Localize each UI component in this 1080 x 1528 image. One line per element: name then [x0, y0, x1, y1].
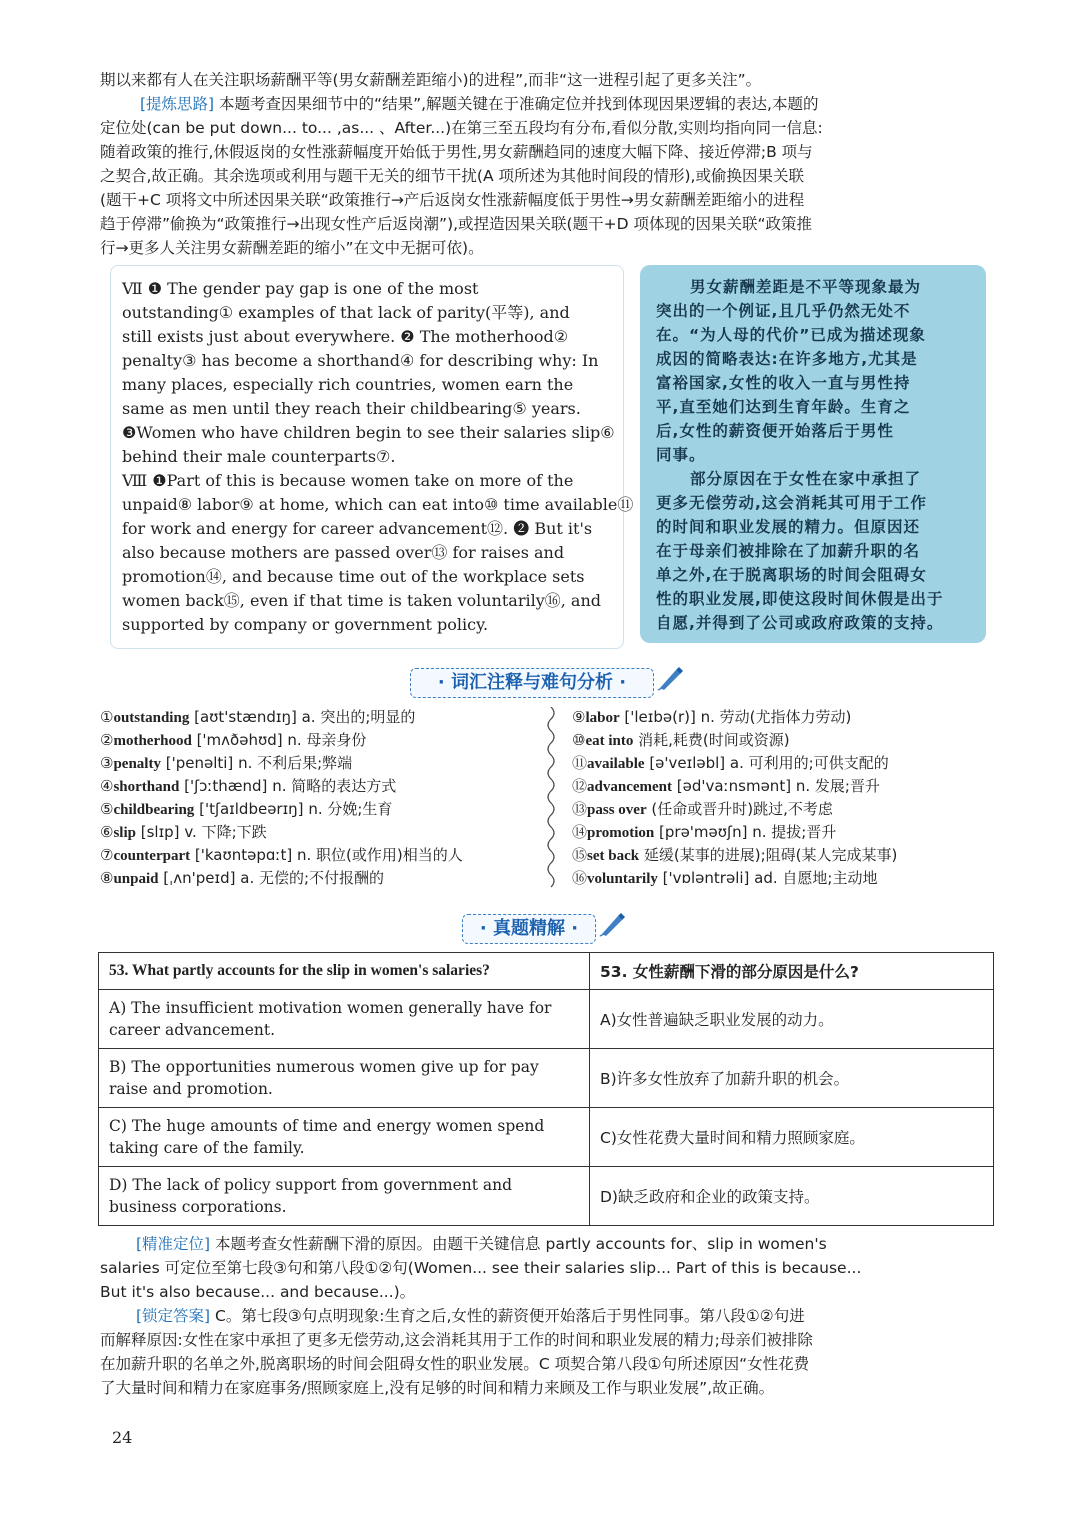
- table-header-row: [99, 953, 994, 990]
- vocab-item: ⑦counterpart ['kaʊntəpɑːt] n. 职位(或作用)相当的人: [100, 846, 463, 864]
- locate-paragraph-head: [136, 1234, 827, 1254]
- pen-icon: [656, 664, 684, 692]
- table-row: [99, 1167, 994, 1226]
- pen-icon: [598, 910, 626, 938]
- top-line-5: 之契合,故正确。其余选项或利用与题干无关的细节干扰(A 项所述为其他时间段的情形),或偷换因果关联: [100, 167, 804, 185]
- answer-paragraph-head: [136, 1306, 805, 1326]
- translation-line: 部分原因在于女性在家中承担了: [690, 470, 922, 488]
- passage-line: promotion⑭, and because time out of the workplace sets: [122, 567, 585, 586]
- question-zh: 53. 女性薪酬下滑的部分原因是什么?: [590, 953, 994, 990]
- translation-line: 的时间和职业发展的精力。但原因还: [656, 518, 921, 536]
- answer-line-4: 了大量时间和精力在家庭事务/照顾家庭上,没有足够的时间和精力来顾及工作与职业发展”,故正确。: [100, 1379, 775, 1397]
- page-number: 24: [112, 1428, 133, 1447]
- analysis-tag: [提炼思路]: [140, 95, 215, 113]
- passage-line: many places, especially rich countries, women earn the: [122, 375, 574, 394]
- translation-line: 成因的简略表达:在许多地方,尤其是: [656, 350, 918, 368]
- translation-line: 在于母亲们被排除在了加薪升职的名: [656, 542, 921, 560]
- answer-line-3: 在加薪升职的名单之外,脱离职场的时间会阻碍女性的职业发展。C 项契合第八段①句所述原因“女性花费: [100, 1355, 810, 1373]
- vocab-item: ⑭promotion [prə'məʊʃn] n. 提拔;晋升: [572, 823, 837, 841]
- vocab-item: ⑥slip [slɪp] v. 下降;下跌: [100, 823, 267, 841]
- translation-line: 性的职业发展,即使这段时间休假是出于: [656, 590, 944, 608]
- exam-section-banner: · 真题精解 ·: [462, 914, 596, 944]
- vocab-item: ⑬pass over (任命或晋升时)跳过,不考虑: [572, 800, 833, 818]
- passage-line: same as men until they reach their childbearing⑤ years.: [122, 399, 581, 418]
- passage-line: outstanding① examples of that lack of parity(平等), and: [122, 303, 570, 322]
- question-en: 53. What partly accounts for the slip in women's salaries?: [99, 953, 590, 990]
- top-line-1: 期以来都有人在关注职场薪酬平等(男女薪酬差距缩小)的进程”,而非“这一进程引起了更多关注”。: [100, 71, 762, 89]
- translation-line: 单之外,在于脱离职场的时间会阻碍女: [656, 566, 927, 584]
- vocab-item: ⑤childbearing ['tʃaɪldbeərɪŋ] n. 分娩;生育: [100, 800, 393, 818]
- passage-line: still exists just about everywhere. ❷ The motherhood②: [122, 327, 569, 346]
- translation-line: 突出的一个例证,且几乎仍然无处不: [656, 302, 911, 320]
- translation-line: 富裕国家,女性的收入一直与男性持: [656, 374, 911, 392]
- passage-line: supported by company or government policy.: [122, 615, 489, 634]
- top-line-8: 行→更多人关注男女薪酬差距的缩小”在文中无据可依)。: [100, 239, 484, 257]
- option-en: B) The opportunities numerous women give up for pay raise and promotion.: [99, 1049, 590, 1108]
- option-en: A) The insufficient motivation women generally have for career advancement.: [99, 990, 590, 1049]
- option-en: D) The lack of policy support from government and business corporations.: [99, 1167, 590, 1226]
- vocab-item: ③penalty ['penəlti] n. 不利后果;弊端: [100, 754, 353, 772]
- translation-line: 男女薪酬差距是不平等现象最为: [690, 278, 922, 296]
- vocab-item: ⑫advancement [əd'vaːnsmənt] n. 发展;晋升: [572, 777, 880, 795]
- locate-line-2: salaries 可定位至第七段③句和第八段①②句(Women... see their salaries slip... Part of this is because...: [100, 1259, 862, 1277]
- vocab-item: ⑯voluntarily ['vɒləntrəli] ad. 自愿地;主动地: [572, 869, 878, 887]
- option-zh: A)女性普遍缺乏职业发展的动力。: [590, 990, 994, 1049]
- translation-line: 更多无偿劳动,这会消耗其可用于工作: [656, 494, 927, 512]
- vocab-item: ⑮set back 延缓(某事的进展);阻碍(某人完成某事): [572, 846, 898, 864]
- answer-tag: [锁定答案]: [136, 1307, 211, 1325]
- passage-line: penalty③ has become a shorthand④ for describing why: In: [122, 351, 599, 370]
- passage-line: for work and energy for career advancement⑫. ❷ But it's: [122, 519, 593, 538]
- answer-line-2: 而解释原因:女性在家中承担了更多无偿劳动,这会消耗其用于工作的时间和职业发展的精力;母亲们被排除: [100, 1331, 813, 1349]
- translation-line: 同事。: [656, 446, 706, 464]
- table-row: [99, 1049, 994, 1108]
- top-line-6: (题干+C 项将文中所述因果关联“政策推行→产后返岗女性涨薪幅度低于男性→男女薪酬差距缩小的进程: [100, 191, 805, 209]
- locate-tag: [精准定位]: [136, 1235, 211, 1253]
- option-zh: D)缺乏政府和企业的政策支持。: [590, 1167, 994, 1226]
- locate-line-1: 本题考查女性薪酬下滑的原因。由题干关键信息 partly accounts for、slip in women's: [215, 1235, 827, 1253]
- translation-line: 后,女性的薪资便开始落后于男性: [656, 422, 894, 440]
- table-row: [99, 990, 994, 1049]
- table-row: [99, 1108, 994, 1167]
- answer-line-1: C。第七段③句点明现象:生育之后,女性的薪资便开始落后于男性同事。第八段①②句进: [215, 1307, 805, 1325]
- vocab-item: ⑧unpaid [ˌʌn'peɪd] a. 无偿的;不付报酬的: [100, 869, 385, 887]
- translation-line: 在。“为人母的代价”已成为描述现象: [656, 326, 926, 344]
- passage-line: also because mothers are passed over⑬ for raises and: [122, 543, 565, 562]
- translation-line: 自愿,并得到了公司或政府政策的支持。: [656, 614, 944, 632]
- passage-line: unpaid⑧ labor⑨ at home, which can eat into⑩ time available⑪: [122, 495, 634, 514]
- analysis-paragraph-head: [140, 94, 818, 114]
- option-zh: C)女性花费大量时间和精力照顾家庭。: [590, 1108, 994, 1167]
- vocab-section-banner: · 词汇注释与难句分析 ·: [410, 668, 654, 698]
- option-zh: B)许多女性放弃了加薪升职的机会。: [590, 1049, 994, 1108]
- passage-line: ❸Women who have children begin to see their salaries slip⑥: [122, 423, 615, 442]
- top-line-2: 本题考查因果细节中的“结果”,解题关键在于准确定位并找到体现因果逻辑的表达,本题的: [219, 95, 819, 113]
- vocab-item: ②motherhood ['mʌðəhʊd] n. 母亲身份: [100, 731, 367, 749]
- vocab-item: ①outstanding [aʊt'stændɪŋ] a. 突出的;明显的: [100, 708, 416, 726]
- vocab-item: ⑪available [ə'veɪləbl] a. 可利用的;可供支配的: [572, 754, 889, 772]
- translation-line: 平,直至她们达到生育年龄。生育之: [656, 398, 911, 416]
- vocab-item: ④shorthand ['ʃɔːthænd] n. 简略的表达方式: [100, 777, 397, 795]
- passage-line: Ⅷ ❶Part of this is because women take on more of the: [122, 471, 574, 490]
- top-line-7: 趋于停滞”偷换为“政策推行→出现女性产后返岗潮”),或捏造因果关联(题干+D 项体现的因果关联“政策推: [100, 215, 812, 233]
- wavy-divider: [545, 707, 557, 891]
- top-line-3: 定位处(can be put down... to... ,as... 、After...)在第三至五段均有分布,看似分散,实则均指向同一信息:: [100, 119, 823, 137]
- passage-line: Ⅶ ❶ The gender pay gap is one of the most: [122, 279, 479, 298]
- passage-line: women back⑮, even if that time is taken voluntarily⑯, and: [122, 591, 602, 610]
- option-en: C) The huge amounts of time and energy women spend taking care of the family.: [99, 1108, 590, 1167]
- passage-line: behind their male counterparts⑦.: [122, 447, 396, 466]
- top-line-4: 随着政策的推行,休假返岗的女性涨薪幅度开始低于男性,男女薪酬趋同的速度大幅下降、接近停滞;B 项与: [100, 143, 813, 161]
- vocab-item: ⑨labor ['leɪbə(r)] n. 劳动(尤指体力劳动): [572, 708, 852, 726]
- vocab-item: ⑩eat into 消耗,耗费(时间或资源): [572, 731, 790, 749]
- locate-line-3: But it's also because... and because...)。: [100, 1283, 416, 1301]
- question-table: [98, 952, 994, 1226]
